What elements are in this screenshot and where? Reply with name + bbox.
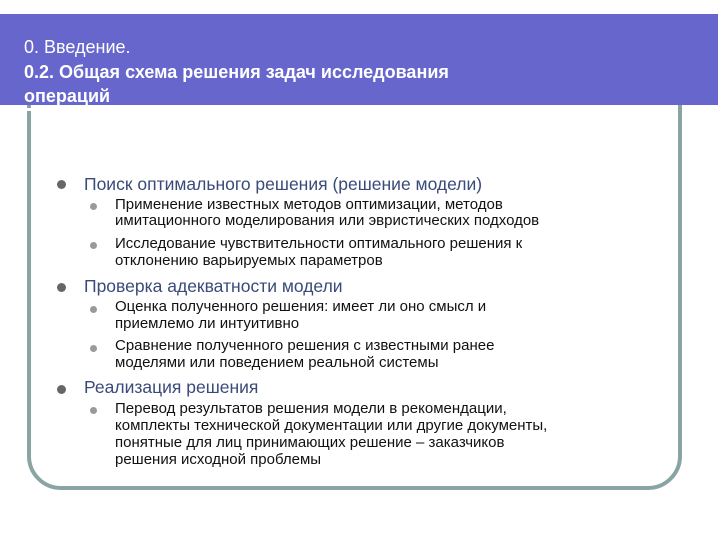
section-title-adequacy: Проверка адекватности модели (84, 276, 343, 296)
bullet-icon (90, 242, 97, 249)
item-line: понятные для лиц принимающих решение – заказчиков (115, 434, 505, 451)
bullet-icon (90, 407, 97, 414)
item-line: отклонению варьируемых параметров (115, 252, 383, 269)
section-title-implementation: Реализация решения (84, 377, 259, 397)
slide-section-title: 0. Введение. (24, 37, 131, 57)
item-line: моделями или поведением реальной системы (115, 354, 439, 371)
item-line: Исследование чувствительности оптимального решения к (115, 235, 523, 252)
slide-title-line-2: операций (24, 86, 111, 106)
item-line: Сравнение полученного решения с известными ранее (115, 337, 495, 354)
item-line: имитационного моделирования или эвристических подходов (115, 212, 540, 229)
title-bar (0, 14, 718, 105)
bullet-icon (90, 306, 97, 313)
slide-title-line-1: 0.2. Общая схема решения задач исследования (24, 62, 449, 82)
section-title-search: Поиск оптимального решения (решение модели) (84, 174, 483, 194)
title-underline (0, 108, 636, 111)
bullet-icon (90, 345, 97, 352)
item-line: Применение известных методов оптимизации, методов (115, 196, 503, 213)
item-line: Оценка полученного решения: имеет ли оно смысл и (115, 298, 487, 315)
bullet-icon (90, 203, 97, 210)
bullet-icon (57, 385, 66, 394)
bullet-icon (57, 180, 66, 189)
item-line: комплекты технической документации или другие документы, (115, 417, 548, 434)
item-line: решения исходной проблемы (115, 451, 322, 468)
item-line: приемлемо ли интуитивно (115, 315, 300, 332)
bullet-icon (57, 283, 66, 292)
item-line: Перевод результатов решения модели в рекомендации, (115, 400, 507, 417)
